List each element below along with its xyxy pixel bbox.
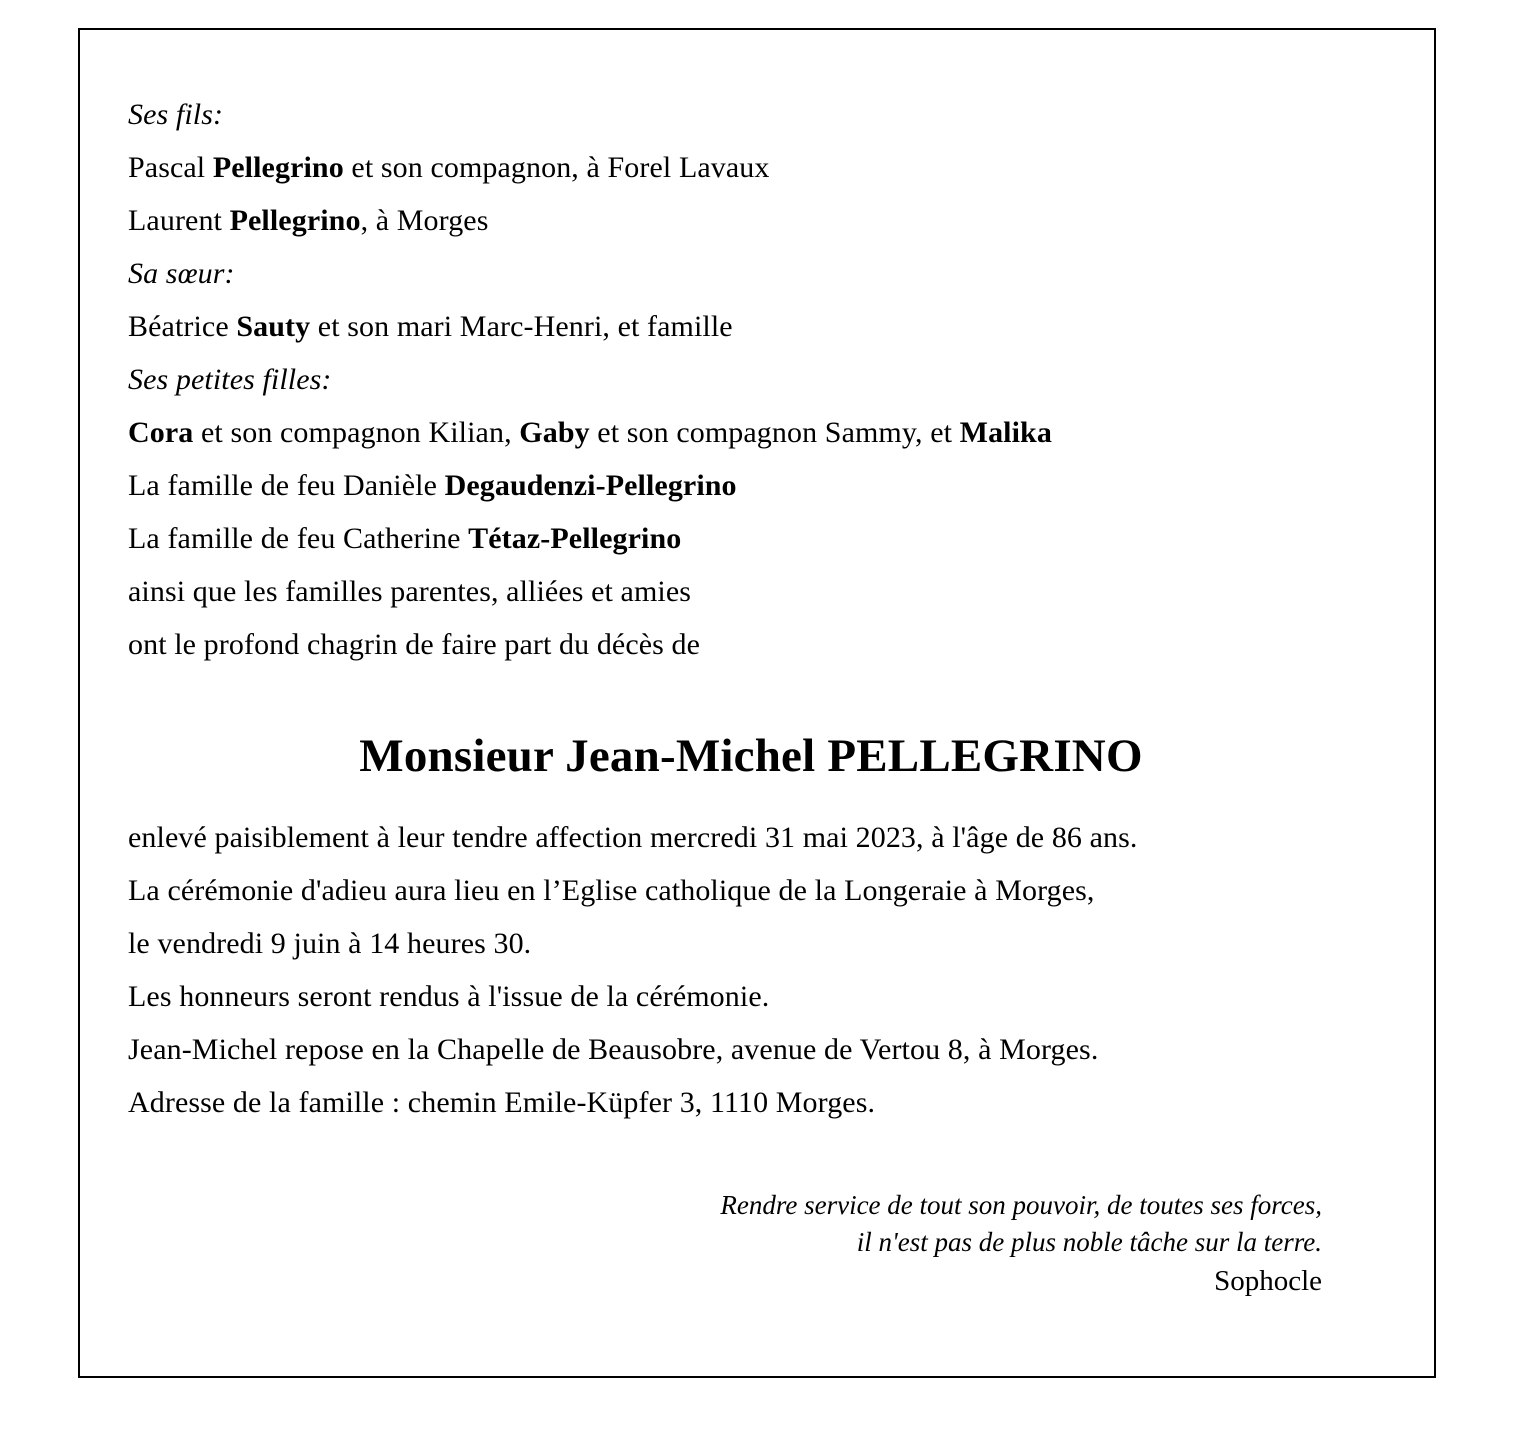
deceased-name: Monsieur Jean-Michel PELLEGRINO: [359, 730, 1143, 782]
family-line-tetaz: [128, 512, 1404, 565]
text-fragment: Béatrice: [128, 310, 237, 343]
text-fragment: et son mari Marc-Henri, et famille: [310, 310, 733, 343]
text-fragment: La famille de feu Danièle: [128, 469, 445, 502]
surname: Degaudenzi-Pellegrino: [444, 469, 737, 502]
quote-line-2: il n'est pas de plus noble tâche sur la terre.: [856, 1227, 1322, 1257]
detail-list: [128, 811, 1404, 1129]
detail-line-ceremony-place: La cérémonie d'adieu aura lieu en l’Eglise catholique de la Longeraie à Morges,: [128, 874, 1095, 907]
text-fragment: et son compagnon Kilian,: [193, 416, 520, 449]
death-notice-frame: [78, 28, 1436, 1378]
surname: Tétaz-Pellegrino: [468, 522, 682, 555]
family-label-sons: Ses fils:: [128, 98, 224, 131]
first-name: Cora: [128, 416, 194, 449]
surname: Sauty: [236, 310, 311, 343]
family-list: [128, 88, 1404, 671]
text-fragment: Pascal: [128, 151, 213, 184]
surname: Pellegrino: [212, 151, 344, 184]
detail-line-chapel: Jean-Michel repose en la Chapelle de Beausobre, avenue de Vertou 8, à Morges.: [128, 1033, 1099, 1066]
detail-line-family-address: Adresse de la famille : chemin Emile-Küpfer 3, 1110 Morges.: [128, 1086, 876, 1119]
detail-line-death: enlevé paisiblement à leur tendre affection mercredi 31 mai 2023, à l'âge de 86 ans.: [128, 821, 1138, 854]
first-name: Malika: [959, 416, 1052, 449]
text-fragment: et son compagnon, à Forel Lavaux: [343, 151, 770, 184]
surname: Pellegrino: [229, 204, 361, 237]
family-member-son-2: [128, 194, 1404, 247]
text-fragment: , à Morges: [360, 204, 489, 237]
quote-block: [128, 1187, 1404, 1261]
family-label-granddaughters: Ses petites filles:: [128, 363, 332, 396]
text-fragment: La famille de feu Catherine: [128, 522, 469, 555]
detail-line-honours: Les honneurs seront rendus à l'issue de la cérémonie.: [128, 980, 770, 1013]
family-member-son-1: [128, 141, 1404, 194]
detail-line-ceremony-time: le vendredi 9 juin à 14 heures 30.: [128, 927, 532, 960]
family-line-degaudenzi: [128, 459, 1404, 512]
quote-author: Sophocle: [1214, 1265, 1322, 1297]
quote-line-1: Rendre service de tout son pouvoir, de toutes ses forces,: [720, 1190, 1322, 1220]
notice-content: [128, 88, 1404, 1301]
family-label-sister: Sa sœur:: [128, 257, 235, 290]
text-fragment: et son compagnon Sammy, et: [589, 416, 960, 449]
family-member-granddaughters: [128, 406, 1404, 459]
announcement-intro: ont le profond chagrin de faire part du décès de: [128, 628, 701, 661]
family-member-sister: [128, 300, 1404, 353]
family-line-relatives: ainsi que les familles parentes, alliées et amies: [128, 575, 692, 608]
text-fragment: Laurent: [128, 204, 230, 237]
first-name: Gaby: [519, 416, 590, 449]
